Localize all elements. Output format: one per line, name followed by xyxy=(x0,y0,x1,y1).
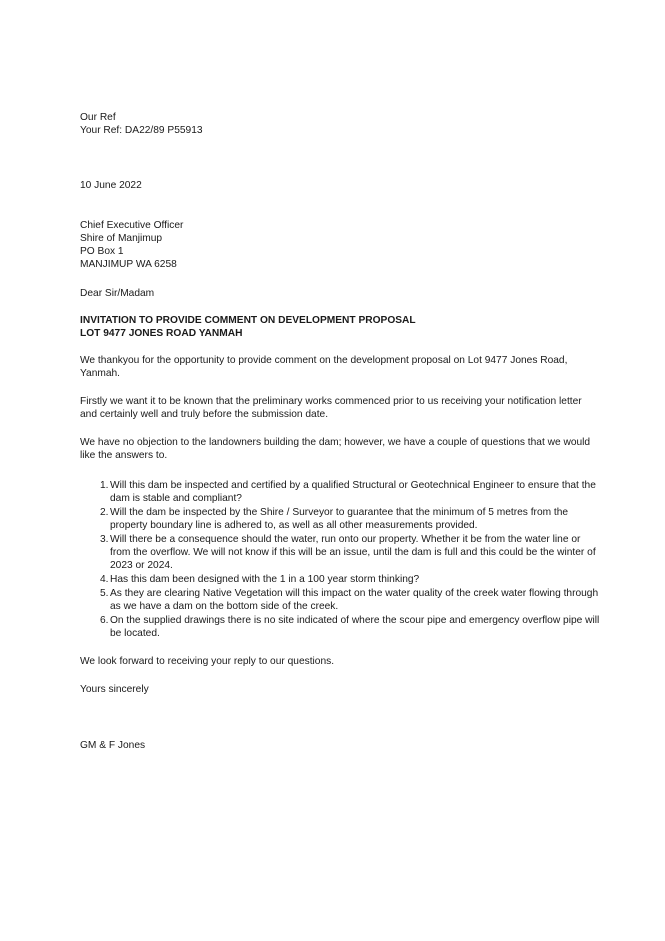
list-item-text: As they are clearing Native Vegetation will this impact on the water quality of the creek water flowing through as we have a dam on the bottom side of the creek. xyxy=(110,588,599,612)
list-item-text: Will there be a consequence should the water, run onto our property. Whether it be from the water line or from the overflow. We will not know if this will be an issue, until the dam is full and this could be the winter of 2023 or 2024. xyxy=(110,534,596,571)
list-item xyxy=(80,506,600,532)
date-text: 10 June 2022 xyxy=(80,180,142,191)
your-ref: Your Ref: DA22/89 P55913 xyxy=(80,125,203,136)
list-item xyxy=(80,614,600,640)
body-paragraph-3: We have no objection to the landowners building the dam; however, we have a couple of questions that we would like the answers to. xyxy=(80,437,591,461)
list-item-number: 1. xyxy=(100,480,109,491)
recipient-line: Chief Executive Officer xyxy=(80,220,184,231)
list-item xyxy=(80,587,600,613)
list-item-number: 6. xyxy=(100,615,109,626)
recipient-line: MANJIMUP WA 6258 xyxy=(80,259,177,270)
list-item-number: 4. xyxy=(100,574,109,585)
recipient-line: PO Box 1 xyxy=(80,246,124,257)
list-item-number: 5. xyxy=(100,588,109,599)
letter-date xyxy=(80,179,600,192)
list-item-number: 2. xyxy=(100,507,109,518)
signature-name: GM & F Jones xyxy=(80,740,146,751)
subject-heading xyxy=(80,314,600,340)
subject-line: INVITATION TO PROVIDE COMMENT ON DEVELOPMENT PROPOSAL xyxy=(80,315,416,326)
signoff: Yours sincerely xyxy=(80,684,149,695)
list-item-number: 3. xyxy=(100,534,109,545)
salutation xyxy=(80,287,600,300)
recipient-address xyxy=(80,219,600,271)
list-item-text: On the supplied drawings there is no site indicated of where the scour pipe and emergency overflow pipe will be located. xyxy=(110,615,600,639)
list-item xyxy=(80,479,600,505)
body-paragraph-2: Firstly we want it to be known that the preliminary works commenced prior to us receiving your notification letter and certainly well and truly before the submission date. xyxy=(80,396,582,420)
recipient-line: Shire of Manjimup xyxy=(80,233,163,244)
list-item-text: Will the dam be inspected by the Shire / Surveyor to guarantee that the minimum of 5 metres from the property boundary line is adhered to, as well as all other measurements provided. xyxy=(110,507,569,531)
closing-paragraph: We look forward to receiving your reply to our questions. xyxy=(80,656,335,667)
list-item-text: Will this dam be inspected and certified by a qualified Structural or Geotechnical Engineer to ensure that the dam is stable and compliant? xyxy=(110,480,596,504)
reference-block xyxy=(80,111,600,137)
list-item xyxy=(80,573,600,586)
salutation-text: Dear Sir/Madam xyxy=(80,288,155,299)
questions-list xyxy=(80,479,600,641)
list-item xyxy=(80,533,600,572)
subject-line: LOT 9477 JONES ROAD YANMAH xyxy=(80,328,243,339)
body-paragraph-1: We thankyou for the opportunity to provide comment on the development proposal on Lot 9477 Jones Road, Yanmah. xyxy=(80,355,568,379)
our-ref: Our Ref xyxy=(80,112,116,123)
list-item-text: Has this dam been designed with the 1 in a 100 year storm thinking? xyxy=(110,574,420,585)
